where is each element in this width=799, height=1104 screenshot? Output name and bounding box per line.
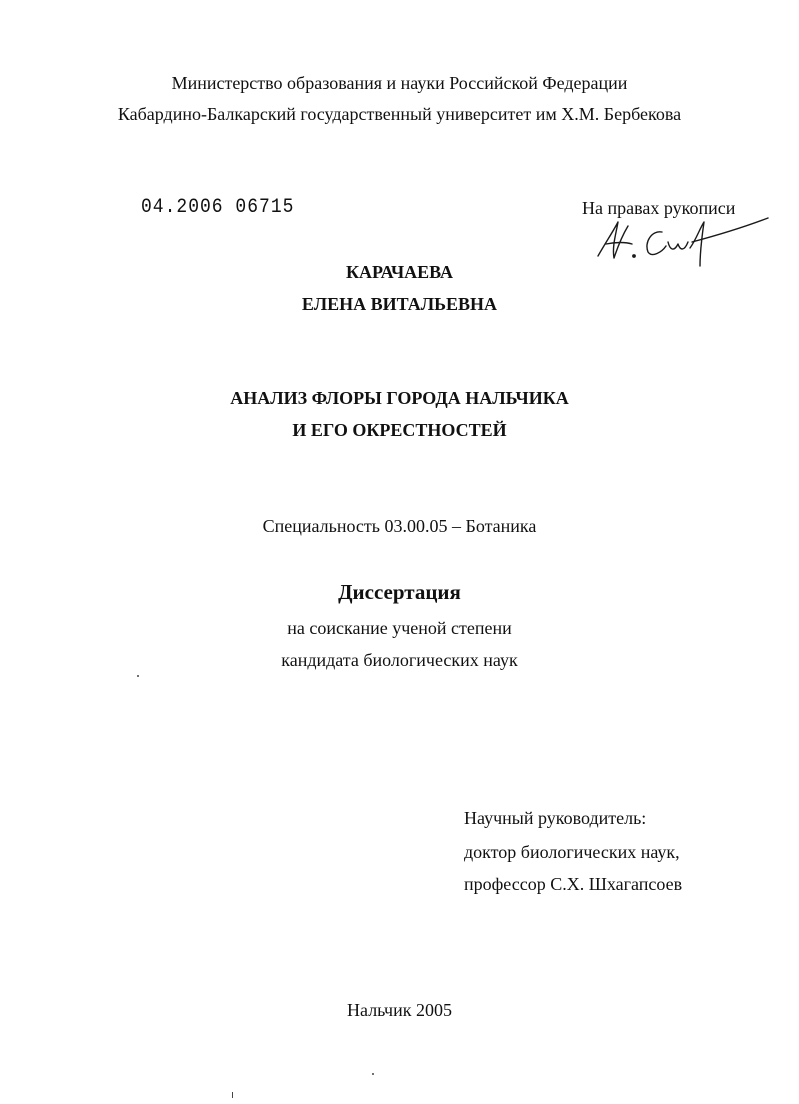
scan-speck [372,1073,374,1075]
registration-number: 04.2006 06715 [141,196,295,219]
specialty-line: Специальность 03.00.05 – Ботаника [262,516,537,536]
advisor-label: Научный руководитель: [464,808,647,828]
document-type-heading: Диссертация [338,580,461,604]
degree-line-2: кандидата биологических наук [281,650,518,670]
university-heading: Кабардино-Балкарский государственный университет им Х.М. Бербекова [117,104,682,124]
author-given-names: ЕЛЕНА ВИТАЛЬЕВНА [301,294,498,314]
ministry-heading: Министерство образования и науки Российской Федерации [171,73,628,93]
manuscript-rights-note: На правах рукописи [582,198,736,218]
advisor-name: профессор С.Х. Шхагапсоев [464,874,683,894]
thesis-title-line-1: АНАЛИЗ ФЛОРЫ ГОРОДА НАЛЬЧИКА [230,388,569,408]
city-and-year: Нальчик 2005 [347,1000,452,1020]
author-surname: КАРАЧАЕВА [345,262,454,282]
scan-speck [232,1092,233,1098]
advisor-degree: доктор биологических наук, [464,842,680,862]
scan-speck [137,675,139,677]
degree-line-1: на соискание ученой степени [287,618,512,638]
thesis-title-line-2: И ЕГО ОКРЕСТНОСТЕЙ [292,420,507,440]
